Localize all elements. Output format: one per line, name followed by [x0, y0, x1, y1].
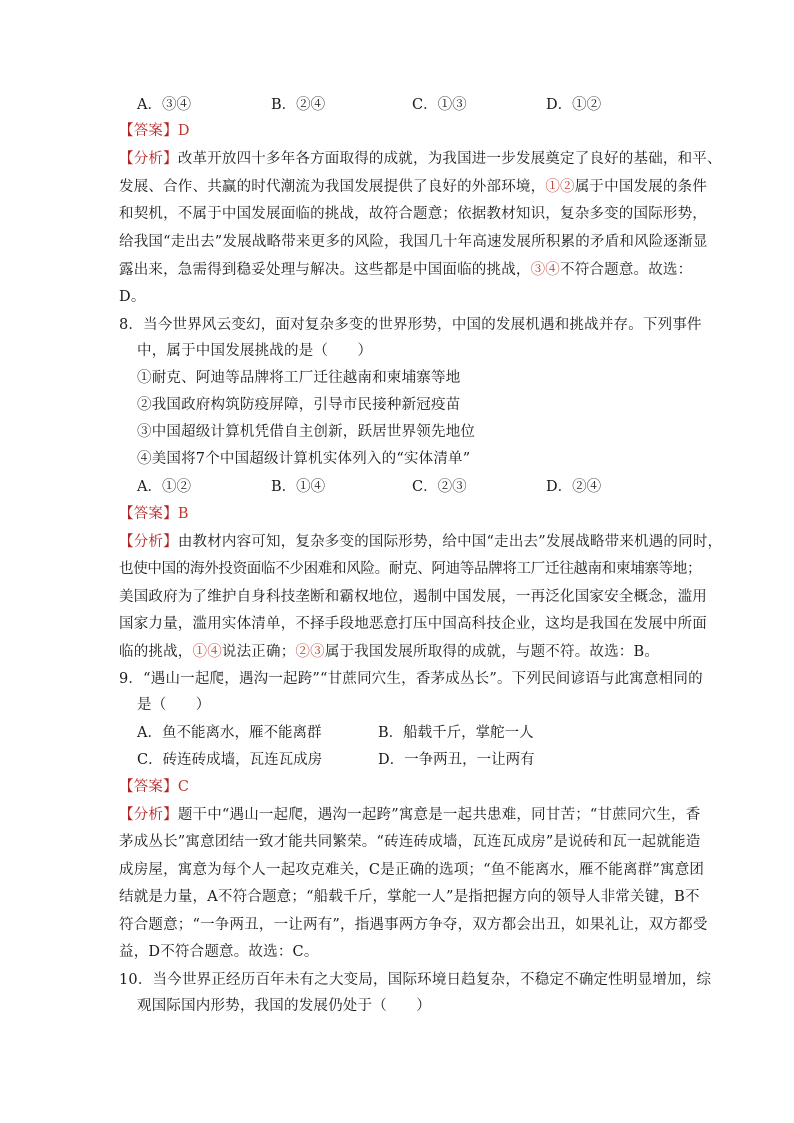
analysis-line	[119, 833, 700, 851]
analysis-text: 属于我国发展所取得的成就，与题不符。故选：B。	[324, 644, 660, 660]
analysis-text: 临的挑战，	[119, 644, 193, 660]
analysis-line	[119, 261, 692, 279]
analysis-text: 美国政府为了维护自身科技垄断和霸权地位，遏制中国发展，一再泛化国家安全概念，滥用	[119, 589, 707, 605]
highlight-text: ①④	[192, 644, 222, 660]
analysis-line	[119, 560, 701, 578]
q8-option-d: D．②④	[546, 479, 602, 495]
q7-option-d: D．①②	[546, 97, 602, 113]
analysis-line	[119, 150, 722, 168]
analysis-text: 不符合题意。故选：	[560, 262, 693, 278]
highlight-text: ①②	[545, 179, 575, 195]
analysis-line	[119, 888, 700, 906]
analysis-text: 成房屋，寓意为每个人一起攻克难关，C是正确的选项；“鱼不能离水，雁不能离群”寓意团	[119, 862, 705, 878]
q9-option-c: C．砖连砖成墙，瓦连瓦成房	[137, 752, 323, 768]
analysis-line	[119, 916, 708, 934]
q9-stem-line: 9．“遇山一起爬，遇沟一起跨”“甘蔗同穴生，香茅成丛长”。下列民间谚语与此寓意相同的	[119, 671, 703, 687]
analysis-tag: 【分析】	[119, 807, 178, 823]
q8-item: ④美国将7个中国超级计算机实体列入的“实体清单”	[137, 451, 471, 467]
analysis-line	[119, 806, 700, 824]
q8-option-b: B．①④	[271, 479, 326, 495]
analysis-text: 给我国“走出去”发展战略带来更多的风险，我国几十年高速发展所积累的矛盾和风险逐渐显	[119, 234, 708, 250]
answer-tag: 【答案】	[119, 779, 178, 795]
analysis-text: 结就是力量，A不符合题意；“船载千斤，掌舵一人”是指把握方向的领导人非常关键，B不	[119, 889, 700, 905]
analysis-line	[119, 615, 707, 633]
q8-stem-line: 8．当今世界风云变幻，面对复杂多变的世界形势，中国的发展机遇和挑战并存。下列事件	[119, 317, 702, 333]
analysis-text: 和契机，不属于中国发展面临的挑战，故符合题意；依据教材知识，复杂多变的国际形势，	[119, 206, 707, 222]
analysis-text: 国家力量，滥用实体清单，不择手段地恶意打压中国高科技企业，这均是我国在发展中所面	[119, 616, 707, 632]
analysis-text: 益，D不符合题意。故选：C。	[119, 944, 319, 960]
q9-answer	[119, 778, 189, 796]
analysis-text: 也使中国的海外投资面临不少困难和风险。耐克、阿迪等品牌将工厂迁往越南和柬埔寨等地；	[119, 561, 702, 577]
q9-option-b: B．船载千斤，掌舵一人	[378, 725, 534, 741]
q8-item: ③中国超级计算机凭借自主创新，跃居世界领先地位	[137, 424, 476, 440]
q8-answer	[119, 505, 189, 523]
q8-item: ①耐克、阿迪等品牌将工厂迁往越南和柬埔寨等地	[137, 370, 461, 386]
q9-option-a: A．鱼不能离水，雁不能离群	[137, 725, 322, 741]
analysis-line	[119, 233, 708, 251]
analysis-line	[119, 288, 146, 306]
analysis-text: 题干中“遇山一起爬，遇沟一起跨”寓意是一起共患难，同甘苦；“甘蔗同穴生，香	[177, 807, 701, 823]
q7-answer	[119, 122, 190, 140]
q10-stem-line: 10．当今世界正经历百年未有之大变局，国际环境日趋复杂，不稳定不确定性明显增加，综	[119, 972, 712, 988]
analysis-text: 露出来，急需得到稳妥处理与解决。这些都是中国面临的挑战，	[119, 262, 531, 278]
analysis-text: 改革开放四十多年各方面取得的成就，为我国进一步发展奠定了良好的基础，和平、	[177, 151, 722, 167]
q8-option-a: A．①②	[137, 479, 191, 495]
answer-value: C	[177, 779, 190, 795]
analysis-line	[119, 643, 659, 661]
q8-stem-line: 中，属于中国发展挑战的是（ ）	[137, 343, 373, 359]
q7-option-c: C．①③	[412, 97, 467, 113]
q7-option-b: B．②④	[271, 97, 326, 113]
q9-stem-line: 是（ ）	[137, 697, 211, 713]
analysis-line	[119, 205, 707, 223]
answer-value: D	[177, 123, 190, 139]
analysis-line	[119, 861, 704, 879]
analysis-text: 发展、合作、共赢的时代潮流为我国发展提供了良好的外部环境，	[119, 179, 546, 195]
analysis-tag: 【分析】	[119, 151, 178, 167]
answer-value: B	[177, 506, 189, 522]
q10-stem-line: 观国际国内形势，我国的发展仍处于（ ）	[137, 998, 431, 1014]
analysis-text: 由教材内容可知，复杂多变的国际形势，给中国“走出去”发展战略带来机遇的同时，	[177, 534, 723, 550]
q9-option-d: D．一争两丑，一让两有	[378, 752, 535, 768]
highlight-text: ②③	[295, 644, 325, 660]
analysis-tag: 【分析】	[119, 534, 178, 550]
analysis-line	[119, 943, 319, 961]
analysis-text: 茅成丛长”寓意团结一致才能共同繁荣。“砖连砖成墙，瓦连瓦成房”是说砖和瓦一起就能造	[119, 834, 701, 850]
highlight-text: ③④	[530, 262, 561, 278]
q8-option-c: C．②③	[412, 479, 467, 495]
analysis-text: 符合题意；“一争两丑，一让两有”，指遇事两方争夺，双方都会出丑，如果礼让，双方都受	[119, 917, 708, 933]
answer-tag: 【答案】	[119, 506, 178, 522]
answer-tag: 【答案】	[119, 123, 178, 139]
q8-item: ②我国政府构筑防疫屏障，引导市民接种新冠疫苗	[137, 397, 461, 413]
analysis-text: 属于中国发展的条件	[574, 179, 708, 195]
analysis-line	[119, 533, 722, 551]
analysis-text: 说法正确；	[221, 644, 296, 660]
analysis-line	[119, 588, 707, 606]
analysis-text: D。	[119, 289, 146, 305]
analysis-line	[119, 178, 707, 196]
q7-option-a: A．③④	[137, 97, 191, 113]
